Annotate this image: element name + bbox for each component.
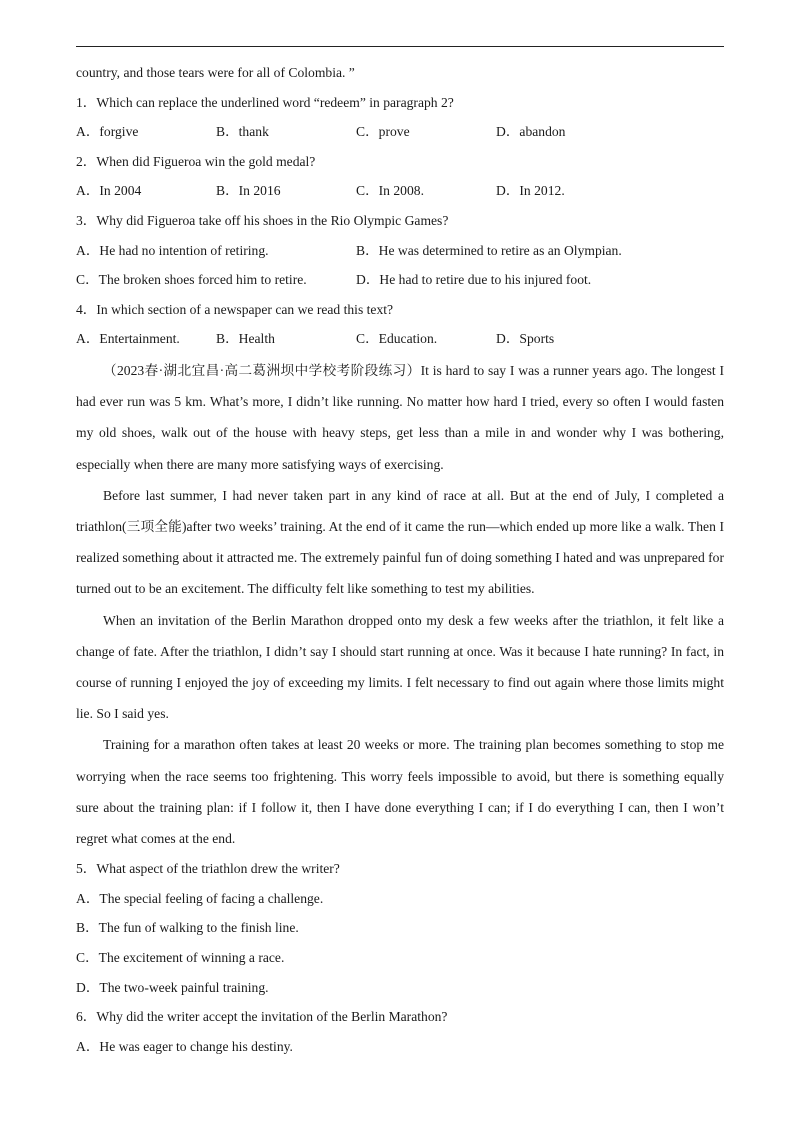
question-3: 3．Why did Figueroa take off his shoes in the Rio Olympic Games? (76, 212, 449, 228)
question-4-options (76, 324, 724, 354)
option-a: A．He had no intention of retiring. (76, 242, 269, 258)
question-6: 6．Why did the writer accept the invitation of the Berlin Marathon? (76, 1009, 448, 1025)
passage-paragraph-4: Training for a marathon often takes at least 20 weeks or more. The training plan becomes something to stop me worrying when the race seems too frightening. This worry feels impossible to avoid, but there is something equally sure about the training plan: if I follow it, then I have done everything I can; if I do everything I can, then I won’t regret what comes at the end. (76, 737, 724, 846)
option-a: A．In 2004 (76, 183, 142, 199)
option-b: B．The fun of walking to the finish line. (76, 920, 299, 936)
passage-continuation: country, and those tears were for all of Colombia. ” (76, 65, 355, 80)
question-3-options-row-1 (76, 236, 724, 266)
question-4: 4．In which section of a newspaper can we read this text? (76, 301, 394, 317)
question-5: 5．What aspect of the triathlon drew the writer? (76, 861, 340, 877)
option-d: D．In 2012. (496, 183, 565, 199)
passage-paragraph-3: When an invitation of the Berlin Marathon dropped onto my desk a few weeks after the triathlon, it felt like a change of fate. After the triathlon, I didn’t say I should start running at once. Was it because I hate running? In fact, in course of running I enjoyed the joy of exceeding my limits. I felt necessary to find out again where those limits might lie. So I said yes. (76, 612, 724, 722)
passage-paragraph-2: Before last summer, I had never taken part in any kind of race at all. But at the end of July, I completed a triathlon(三项全能)after two weeks’ training. At the end of it came the run—which ended up more like a walk. Then I realized something about it attracted me. The extremely painful fun of doing something I hated and was unprepared for turned out to be an excitement. The difficulty felt like something to test my abilities. (76, 487, 724, 597)
option-c: C．prove (356, 124, 410, 140)
question-1: 1．Which can replace the underlined word “redeem” in paragraph 2? (76, 94, 454, 110)
option-c: C．In 2008. (356, 183, 424, 199)
option-c: C．The excitement of winning a race. (76, 949, 285, 965)
document-body (76, 58, 724, 1061)
option-d: D．The two-week painful training. (76, 979, 269, 995)
option-d: D．He had to retire due to his injured foot. (356, 272, 592, 288)
option-d: D．Sports (496, 331, 555, 347)
option-b: B．thank (216, 124, 269, 140)
option-b: B．He was determined to retire as an Olympian. (356, 242, 622, 258)
question-1-options (76, 117, 724, 147)
option-b: B．Health (216, 331, 275, 347)
option-c: C．Education. (356, 331, 438, 347)
option-a: A．forgive (76, 124, 139, 140)
option-a: A．He was eager to change his destiny. (76, 1038, 293, 1054)
option-a: A．Entertainment. (76, 331, 180, 347)
option-b: B．In 2016 (216, 183, 281, 199)
option-c: C．The broken shoes forced him to retire. (76, 272, 307, 288)
passage-paragraph-1: （2023春·湖北宜昌·高二葛洲坝中学校考阶段练习）It is hard to say I was a runner years ago. The longest I had ever run was 5 km. What’s more, I didn’t like running. No matter how hard I tried, every so often I would fasten my old shoes, walk out of the house with heavy steps, get less than a mile in and wonder why I was bothering, especially when there are many more satisfying ways of exercising. (76, 362, 724, 472)
question-3-options-row-2 (76, 265, 724, 295)
question-2: 2．When did Figueroa win the gold medal? (76, 153, 316, 169)
option-d: D．abandon (496, 124, 566, 140)
question-2-options (76, 176, 724, 206)
option-a: A．The special feeling of facing a challenge. (76, 890, 324, 906)
header-rule (76, 46, 724, 47)
